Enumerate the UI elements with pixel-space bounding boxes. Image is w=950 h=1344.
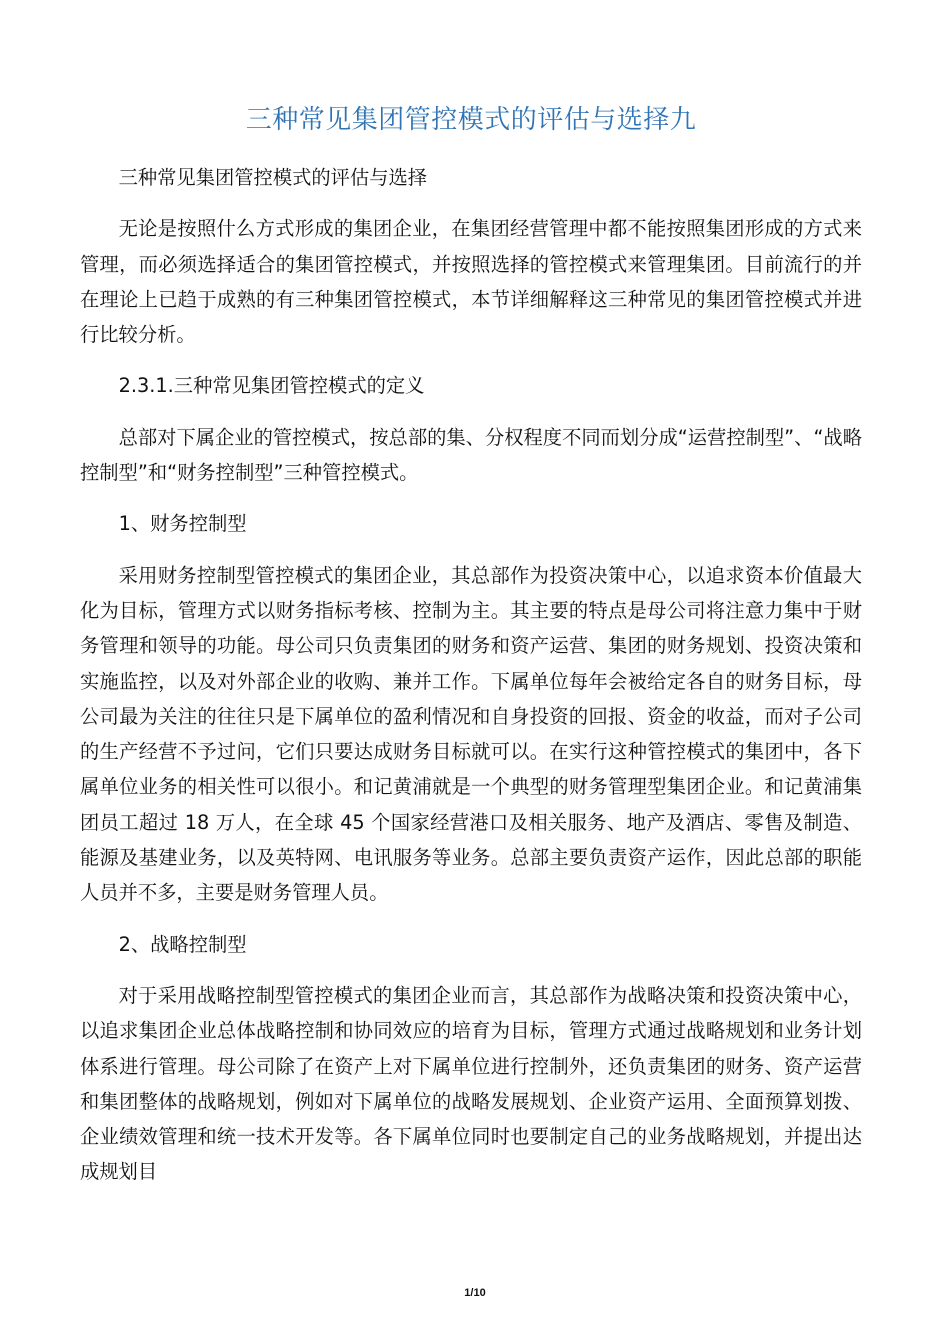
paragraph-intro: 无论是按照什么方式形成的集团企业，在集团经营管理中都不能按照集团形成的方式来管理，而必须选择适合的集团管控模式，并按照选择的管控模式来管理集团。目前流行的并在理论上已趋于成熟的有三种集团管控模式，本节详细解释这三种常见的集团管控模式并进行比较分析。 bbox=[80, 217, 862, 347]
paragraph-definition: 总部对下属企业的管控模式，按总部的集、分权程度不同而划分成“运营控制型”、“战略控制型”和“财务控制型”三种管控模式。 bbox=[80, 425, 862, 485]
section-heading-definition: 2.3.1.三种常见集团管控模式的定义 bbox=[118, 374, 425, 398]
section-heading-financial-control: 1、财务控制型 bbox=[118, 512, 247, 536]
document-title: 三种常见集团管控模式的评估与选择九 bbox=[245, 105, 697, 135]
paragraph-financial-control: 采用财务控制型管控模式的集团企业，其总部作为投资决策中心，以追求资本价值最大化为目标，管理方式以财务指标考核、控制为主。其主要的特点是母公司将注意力集中于财务管理和领导的功能。母公司只负责集团的财务和资产运营、集团的财务规划、投资决策和实施监控，以及对外部企业的收购、兼并工作。下属单位每年会被给定各自的财务目标，母公司最为关注的往往只是下属单位的盈利情况和自身投资的回报、资金的收益，而对子公司的生产经营不予过问，它们只要达成财务目标就可以。在实行这种管控模式的集团中，各下属单位业务的相关性可以很小。和记黄浦就是一个典型的财务管理型集团企业。和记黄浦集团员工超过 18 万人，在全球 45 个国家经营港口及相关服务、地产及酒店、零售及制造、能源及基建业务，以及英特网、电讯服务等业务。总部主要负责资产运作，因此总部的职能人员并不多，主要是财务管理人员。 bbox=[80, 563, 862, 905]
paragraph-strategic-control: 对于采用战略控制型管控模式的集团企业而言，其总部作为战略决策和投资决策中心，以追求集团企业总体战略控制和协同效应的培育为目标，管理方式通过战略规划和业务计划体系进行管理。母公司除了在资产上对下属单位进行控制外，还负责集团的财务、资产运营和集团整体的战略规划，例如对下属单位的战略发展规划、企业资产运用、全面预算划拨、企业绩效管理和统一技术开发等。各下属单位同时也要制定自己的业务战略规划，并提出达成规划目 bbox=[80, 983, 862, 1184]
document-page bbox=[80, 100, 862, 1206]
section-heading-strategic-control: 2、战略控制型 bbox=[118, 932, 247, 956]
section-heading-intro: 三种常见集团管控模式的评估与选择 bbox=[118, 166, 428, 189]
page-number: 1/10 bbox=[464, 1287, 486, 1299]
